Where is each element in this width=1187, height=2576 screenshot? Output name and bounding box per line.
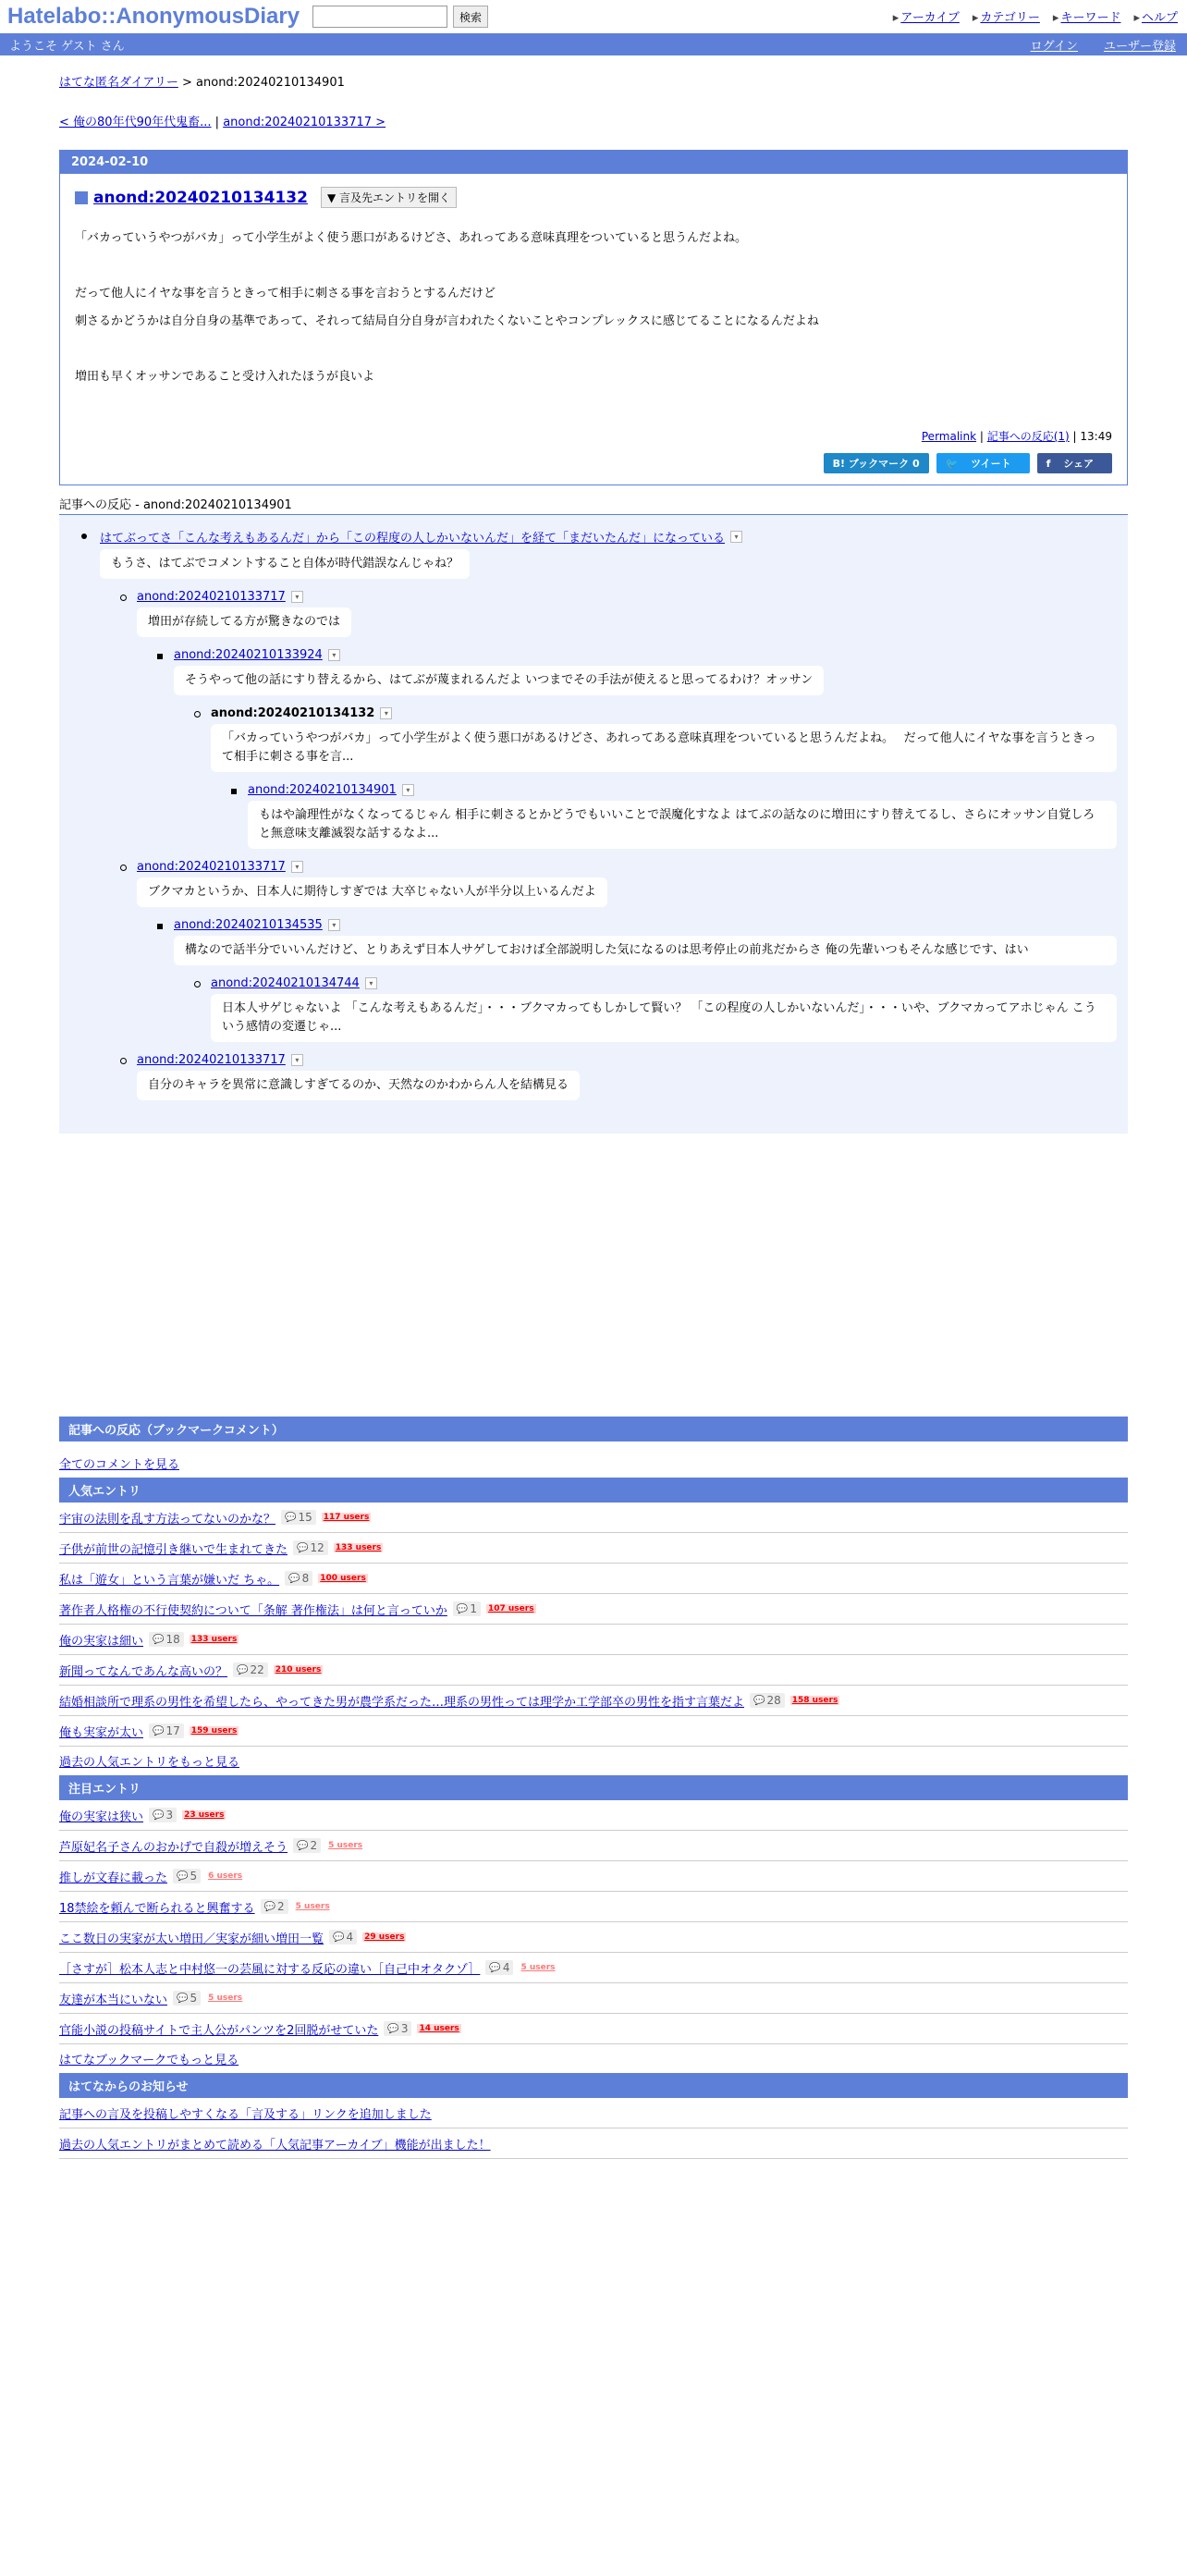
popular-entry-link[interactable]: 子供が前世の記憶引き継いで生まれてきた [59,1542,288,1557]
entry-time: 13:49 [1080,430,1112,443]
attention-entry-row [59,1922,1128,1953]
bookmark-users-badge[interactable]: 100 users [320,1574,366,1583]
comment-count: 4 [502,1961,510,1974]
top-nav [893,7,1178,25]
comment-icon: 💬 [489,1962,501,1973]
entry-body [75,225,1112,391]
reaction-text: そうやって他の話にすり替えるから、はてぶが蔑まれるんだよ いつまでその手法が使えると思ってるわけ？オッサン [174,666,824,695]
bullet [120,1058,127,1064]
bookmark-users-badge[interactable]: 5 users [520,1963,556,1972]
register-link[interactable]: ユーザー登録 [1103,39,1176,54]
breadcrumb [59,72,1128,90]
popular-entry-row [59,1503,1128,1533]
bullet [194,981,201,987]
login-link[interactable]: ログイン [1030,39,1078,54]
reaction-root-link[interactable]: はてぶってさ「こんな考えもあるんだ」から「この程度の人しかいないんだ」を経て「まだいたんだ」になっている [100,532,726,546]
popular-entry-link[interactable]: 私は「遊女」という言葉が嫌いだ ちゃ。 [59,1573,280,1588]
entry-title[interactable]: anond:20240210134132 [93,188,308,207]
nav-help[interactable]: ▸ ヘルプ [1133,7,1178,25]
comment-count: 12 [310,1541,324,1554]
attention-more-row [59,2044,1128,2073]
bookmark-users-badge[interactable]: 107 users [487,1604,534,1613]
site-logo[interactable]: Hatelabo::AnonymousDiary [7,4,300,29]
popular-entry-link[interactable]: 著作者人格権の不行使契約について「条解 著作権法」は何と言っていか [59,1603,447,1618]
comment-count: 3 [165,1809,174,1822]
comment-icon: 💬 [177,1993,189,2004]
bookmark-users-badge[interactable]: 5 users [295,1902,330,1911]
attention-entry-row [59,1861,1128,1892]
nav-archive[interactable]: ▸ アーカイブ [893,7,960,25]
comment-count-badge[interactable] [149,1808,177,1822]
facebook-label: シェア [1063,458,1094,470]
bookmark-users-badge[interactable]: 133 users [190,1635,238,1644]
comment-icon: 💬 [333,1932,345,1943]
nav-category[interactable]: ▸ カテゴリー [973,7,1040,25]
popular-entry-link[interactable]: 新聞ってなんであんな高いの？ [59,1664,228,1679]
comment-count-badge[interactable] [261,1899,288,1914]
comment-count: 5 [190,1992,198,2005]
search-input[interactable] [312,6,447,28]
attention-entry-link[interactable]: 芦原妃名子さんのおかげで自殺が増えそう [59,1840,288,1855]
bookmark-users-badge[interactable]: 210 users [275,1665,322,1674]
notice-row [59,2098,1128,2128]
entry-paragraph: 増田も早くオッサンであること受け入れたほうが良いよ [75,370,374,384]
search-button[interactable]: 検索 [453,6,488,28]
attention-more-link[interactable]: はてなブックマークでもっと見る [59,2054,239,2067]
comment-count-badge[interactable] [485,1960,513,1975]
popular-entry-row [59,1716,1128,1747]
comment-count: 2 [277,1900,285,1913]
entry-paragraph [75,336,1112,363]
comment-count: 4 [346,1931,354,1944]
reaction-node [137,860,1128,918]
entry-paragraph: 刺さるかどうかは自分自身の基準であって、それって結局自分自身が言われたくないことやコンプレックスに感じてることになるんだよね [75,314,819,328]
toggle-icon[interactable]: ▾ [730,531,742,543]
prev-next-nav [59,112,1128,129]
comment-count: 3 [400,2022,409,2035]
comment-icon: 💬 [263,1901,275,1912]
entry-paragraph [75,252,1112,280]
toggle-icon[interactable]: ▾ [328,919,340,931]
bookmark-users-badge[interactable]: 5 users [328,1841,363,1850]
breadcrumb-current: anond:20240210134901 [196,76,345,90]
popular-list [59,1503,1128,1747]
bullet [81,534,87,539]
toggle-icon[interactable]: ▾ [291,1054,303,1066]
share-buttons [75,453,1112,473]
reaction-text: もはや論理性がなくなってるじゃん 相手に刺さるとかどうでもいいことで誤魔化すなよ はてぶの話なのに増田にすり替えてるし、さらにオッサン自覚しろと無意味支離滅裂な話するなよ... [248,801,1117,849]
reactions-count-link[interactable]: 記事への反応(1) [986,430,1070,443]
reaction-node [174,918,1117,965]
comment-count-badge[interactable] [173,1869,201,1883]
bookmark-users-badge[interactable]: 158 users [791,1696,838,1705]
attention-list [59,1800,1128,2044]
all-comments-link[interactable]: 全てのコメントを見る [59,1458,180,1472]
reaction-node [137,1053,1128,1111]
ad-space [59,1134,1128,1417]
bullet [194,711,201,718]
notice-heading: はてなからのお知らせ [59,2073,1128,2098]
reaction-node [248,783,1117,849]
comment-count: 22 [250,1663,264,1676]
attention-entry-row [59,2014,1128,2044]
breadcrumb-home[interactable]: はてな匿名ダイアリー [59,76,178,90]
attention-entry-row [59,1831,1128,1861]
tweet-label: ツイート [971,458,1011,470]
comment-count: 2 [310,1839,318,1852]
comment-count-badge[interactable] [149,1723,184,1738]
bullet [231,789,237,794]
open-reference-button[interactable]: ▼ 言及先エントリを開く [321,187,457,208]
reaction-text: もうさ、はてぶでコメントすること自体が時代錯誤なんじゃね？ [100,549,470,579]
attention-entry-link[interactable]: ここ数日の実家が太い増田／実家が細い増田一覧 [59,1932,324,1946]
attention-entry-link[interactable]: 俺の実家は狭い [59,1809,144,1824]
toggle-icon[interactable]: ▾ [380,707,392,719]
popular-entry-row [59,1625,1128,1655]
entry-square-icon [75,191,88,204]
comment-count-badge[interactable] [173,1991,201,2006]
permalink[interactable]: Permalink [921,430,977,443]
bookmark-users-badge[interactable]: 6 users [208,1871,243,1881]
comment-count-badge[interactable] [384,2021,411,2036]
notice-link[interactable]: 過去の人気エントリがまとめて読める「人気記事アーカイブ」機能が出ました！ [59,2138,491,2153]
comment-count: 15 [298,1511,312,1524]
comment-count: 5 [190,1870,198,1883]
toggle-icon[interactable]: ▾ [402,784,414,796]
toggle-icon[interactable]: ▾ [328,649,340,661]
reaction-tree [59,515,1128,1134]
top-bar [0,0,1187,33]
attention-entry-link[interactable]: 18禁絵を頼んで断られると興奮する [59,1901,255,1916]
bookmark-users-badge[interactable]: 117 users [323,1513,370,1522]
attention-entry-link[interactable]: ［さすが］松本人志と中村悠一の芸風に対する反応の違い［自己中オタクゾ］ [59,1962,481,1977]
reaction-node [137,590,1128,648]
comment-icon: 💬 [753,1695,765,1706]
reaction-text: 自分のキャラを異常に意識しすぎてるのか、天然なのかわからん人を結構見る [137,1071,580,1100]
popular-entry-row [59,1655,1128,1686]
popular-entry-row [59,1533,1128,1564]
entry-paragraph: だって他人にイヤな事を言うときって相手に刺さる事を言おうとするんだけど [75,287,496,301]
toggle-icon[interactable]: ▾ [291,591,303,603]
attention-entry-row [59,1983,1128,2014]
reactions-heading: 記事への反応 - anond:20240210134901 [59,495,1128,515]
popular-entry-link[interactable]: 結婚相談所で理系の男性を希望したら、やってきた男が農学系だった…理系の男性っては理学か工学部卒の男性を指す言葉だよ [59,1695,745,1710]
reaction-text: 構なので話半分でいいんだけど、とりあえず日本人サゲしておけば全部説明した気になるのは思考停止の前兆だからさ 俺の先輩いつもそんな感じです、はい [174,936,1117,965]
entry-meta: Permalink | 記事への反応(1) | 13:49 [921,430,1112,443]
popular-entry-row [59,1564,1128,1594]
comment-count: 1 [470,1602,477,1615]
bullet [120,865,127,871]
bookmark-users-badge[interactable]: 133 users [335,1543,382,1552]
reaction-node [174,648,1128,706]
toggle-icon[interactable]: ▾ [291,861,303,873]
entry-paragraph: 「バカっていうやつがバカ」って小学生がよく使う悪口があるけどさ、あれってある意味真理をついていると思うんだよね。 [75,231,747,245]
toggle-icon[interactable]: ▾ [365,977,377,989]
attention-heading: 注目エントリ [59,1775,1128,1800]
all-comments-row [59,1449,1128,1478]
popular-more-row [59,1747,1128,1775]
comment-count-badge[interactable] [293,1540,328,1555]
comment-count-badge[interactable] [750,1693,785,1708]
reaction-link[interactable]: anond:20240210133717 [137,860,286,874]
reaction-text: 「バカっていうやつがバカ」って小学生がよく使う悪口があるけどさ、あれってある意味真理をついていると思うんだよね。 だって他人にイヤな事を言うときって相手に刺さる事を言... [211,724,1117,772]
bookmark-users-badge[interactable]: 14 users [419,2024,459,2033]
notice-row [59,2128,1128,2159]
comment-count: 28 [766,1694,781,1707]
popular-more-link[interactable]: 過去の人気エントリをもっと見る [59,1756,240,1770]
bullet [157,654,163,659]
popular-entry-link[interactable]: 俺の実家は細い [59,1634,144,1649]
comment-icon: 💬 [285,1512,297,1523]
comment-icon: 💬 [153,1634,165,1645]
attention-entry-row [59,1800,1128,1831]
nav-keyword[interactable]: ▸ キーワード [1053,7,1121,25]
attention-entry-link[interactable]: 友達が本当にいない [59,1993,168,2007]
main-content [59,72,1128,2159]
bookmark-users-badge[interactable]: 23 users [184,1810,225,1820]
reaction-node [211,706,1117,772]
bookmark-users-badge[interactable]: 5 users [208,1993,243,2003]
entry-box [59,150,1128,485]
user-bar [0,33,1187,55]
popular-entry-link[interactable]: 宇宙の法則を乱す方法ってないのかな？ [59,1512,276,1527]
comment-icon: 💬 [387,2023,399,2034]
tweet-button[interactable]: 🐦 ツイート [936,453,1030,473]
attention-entry-row [59,1892,1128,1922]
comment-count-badge[interactable] [329,1930,357,1944]
prev-next-sep: | [214,116,220,129]
comment-count-badge[interactable] [285,1571,312,1586]
comment-count-badge[interactable] [281,1510,316,1525]
comment-icon: 💬 [153,1809,165,1821]
popular-entry-row [59,1686,1128,1716]
reaction-text: ブクマカというか、日本人に期待しすぎでは 大卒じゃない人が半分以上いるんだよ [137,877,607,907]
attention-entry-link[interactable]: 官能小説の投稿サイトで主人公がパンツを2回脱がせていた [59,2023,379,2038]
popular-entry-link[interactable]: 俺も実家が太い [59,1725,144,1740]
comment-icon: 💬 [153,1725,165,1736]
reaction-link[interactable]: anond:20240210133717 [137,1053,286,1067]
reaction-link[interactable]: anond:20240210134535 [174,918,323,932]
comment-count: 17 [165,1724,180,1737]
bookmark-users-badge[interactable]: 29 users [364,1932,405,1942]
comment-count: 8 [301,1572,310,1585]
reaction-node [211,976,1117,1042]
attention-entry-link[interactable]: 推しが文春に載った [59,1871,168,1885]
comment-icon: 💬 [297,1542,309,1553]
notice-link[interactable]: 記事への言及を投稿しやすくなる「言及する」リンクを追加しました [59,2107,432,2122]
hatena-bookmark-button[interactable]: B! ブックマーク 0 [824,453,929,473]
popular-heading: 人気エントリ [59,1478,1128,1503]
reaction-link[interactable]: anond:20240210133717 [137,590,286,604]
bullet [120,595,127,601]
prev-entry-link[interactable]: < 俺の80年代90年代鬼畜... [59,116,212,129]
reaction-current-id: anond:20240210134132 [211,706,375,720]
comment-count-badge[interactable] [293,1838,321,1853]
reaction-link[interactable]: anond:20240210133924 [174,648,323,662]
entry-date: 2024-02-10 [60,151,1127,174]
comment-count-badge[interactable] [233,1662,268,1677]
comment-icon: 💬 [297,1840,309,1851]
comment-count: 18 [165,1633,180,1646]
reaction-link[interactable]: anond:20240210134901 [248,783,397,797]
bullet [157,924,163,929]
next-entry-link[interactable]: anond:20240210133717 > [223,116,386,129]
attention-entry-row [59,1953,1128,1983]
reaction-text: 日本人サゲじゃないよ 「こんな考えもあるんだ」・・・ブクマカってもしかして賢い？ 「この程度の人しかいないんだ」・・・いや、ブクマカってアホじゃん こういう感情の変遷じゃ... [211,994,1117,1042]
comment-count-badge[interactable] [149,1632,184,1647]
facebook-share-button[interactable]: f シェア [1037,453,1112,473]
comment-icon: 💬 [237,1664,249,1675]
bookmark-comments-heading: 記事への反応（ブックマークコメント） [59,1417,1128,1441]
breadcrumb-separator: > [181,76,192,90]
comment-icon: 💬 [288,1573,300,1584]
reaction-text: 増田が存続してる方が驚きなのでは [137,607,351,637]
reaction-root [100,528,1128,590]
bookmark-users-badge[interactable]: 159 users [190,1726,238,1736]
comment-icon: 💬 [456,1603,469,1614]
reaction-link[interactable]: anond:20240210134744 [211,976,360,990]
comment-count-badge[interactable] [453,1601,481,1616]
welcome-text: ようこそ ゲスト さん [9,39,125,54]
popular-entry-row [59,1594,1128,1625]
comment-icon: 💬 [177,1871,189,1882]
